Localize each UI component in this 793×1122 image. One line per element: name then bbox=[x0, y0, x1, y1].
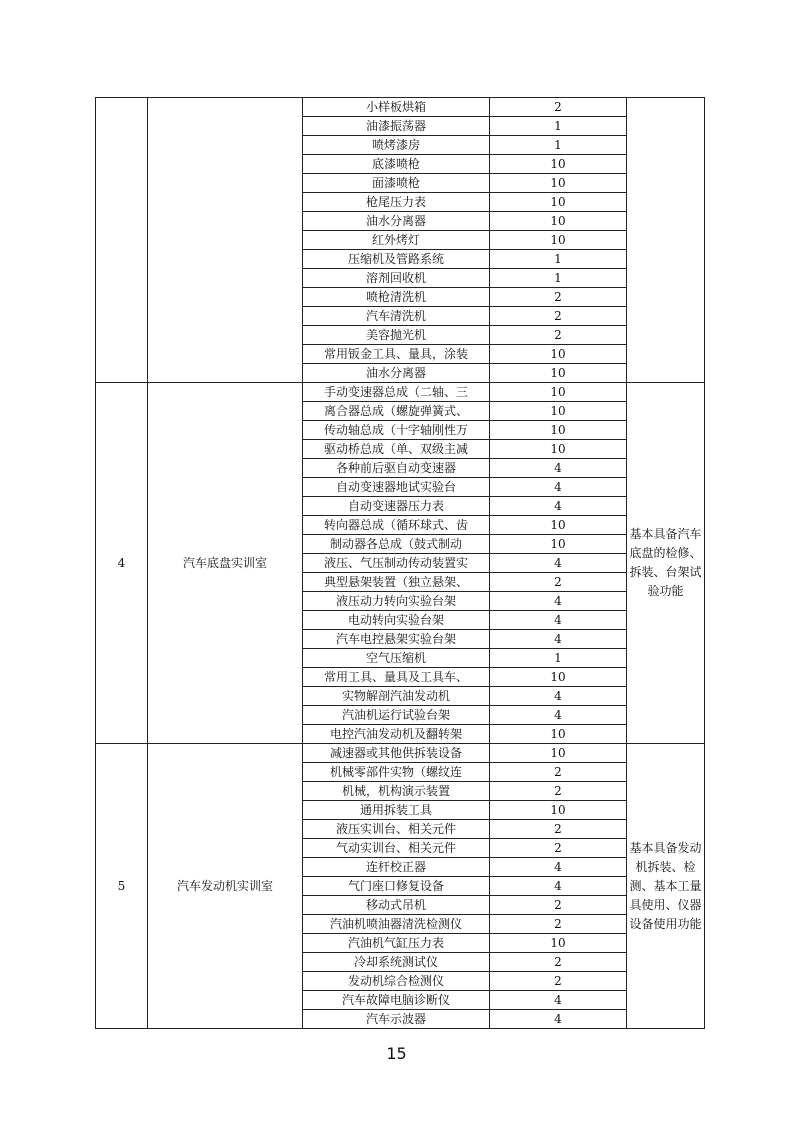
quantity-cell: 2 bbox=[490, 820, 627, 839]
equipment-name-cell: 实物解剖汽油发动机 bbox=[303, 687, 490, 706]
quantity-cell: 4 bbox=[490, 630, 627, 649]
equipment-name-cell: 转向器总成（循环球式、齿 bbox=[303, 516, 490, 535]
quantity-cell: 10 bbox=[490, 402, 627, 421]
equipment-name-cell: 传动轴总成（十字轴刚性万 bbox=[303, 421, 490, 440]
quantity-cell: 10 bbox=[490, 212, 627, 231]
equipment-name-cell: 汽车示波器 bbox=[303, 1010, 490, 1029]
equipment-name-cell: 汽油机喷油器清洗检测仪 bbox=[303, 915, 490, 934]
quantity-cell: 4 bbox=[490, 459, 627, 478]
equipment-name-cell: 喷枪清洗机 bbox=[303, 288, 490, 307]
quantity-cell: 10 bbox=[490, 383, 627, 402]
quantity-cell: 4 bbox=[490, 497, 627, 516]
quantity-cell: 4 bbox=[490, 687, 627, 706]
equipment-name-cell: 自动变速器地试实验台 bbox=[303, 478, 490, 497]
page-number: 15 bbox=[386, 1044, 407, 1063]
equipment-name-cell: 发动机综合检测仪 bbox=[303, 972, 490, 991]
equipment-name-cell: 液压、气压制动传动装置实 bbox=[303, 554, 490, 573]
equipment-name-cell: 驱动桥总成（单、双级主减 bbox=[303, 440, 490, 459]
equipment-name-cell: 油水分离器 bbox=[303, 364, 490, 383]
equipment-name-cell: 减速器或其他供拆装设备 bbox=[303, 744, 490, 763]
quantity-cell: 10 bbox=[490, 364, 627, 383]
equipment-name-cell: 油漆振荡器 bbox=[303, 117, 490, 136]
function-description-cell: 基本具备发动机拆装、检测、基本工量具使用、仪器设备使用功能 bbox=[627, 744, 705, 1029]
quantity-cell: 10 bbox=[490, 193, 627, 212]
quantity-cell: 1 bbox=[490, 136, 627, 155]
quantity-cell: 10 bbox=[490, 421, 627, 440]
equipment-table-body bbox=[96, 98, 705, 1029]
quantity-cell: 1 bbox=[490, 269, 627, 288]
equipment-name-cell: 汽车故障电脑诊断仪 bbox=[303, 991, 490, 1010]
function-description-cell bbox=[627, 98, 705, 383]
quantity-cell: 2 bbox=[490, 763, 627, 782]
equipment-name-cell: 典型悬架装置（独立悬架、 bbox=[303, 573, 490, 592]
quantity-cell: 10 bbox=[490, 535, 627, 554]
equipment-name-cell: 气门座口修复设备 bbox=[303, 877, 490, 896]
quantity-cell: 2 bbox=[490, 953, 627, 972]
equipment-name-cell: 压缩机及管路系统 bbox=[303, 250, 490, 269]
equipment-name-cell: 面漆喷枪 bbox=[303, 174, 490, 193]
equipment-name-cell: 电控汽油发动机及翻转架 bbox=[303, 725, 490, 744]
equipment-name-cell: 机械，机构演示装置 bbox=[303, 782, 490, 801]
quantity-cell: 4 bbox=[490, 592, 627, 611]
quantity-cell: 10 bbox=[490, 516, 627, 535]
quantity-cell: 4 bbox=[490, 877, 627, 896]
equipment-name-cell: 手动变速器总成（二轴、三 bbox=[303, 383, 490, 402]
quantity-cell: 4 bbox=[490, 706, 627, 725]
equipment-name-cell: 汽油机运行试验台架 bbox=[303, 706, 490, 725]
room-name-cell bbox=[148, 98, 303, 383]
equipment-name-cell: 通用拆装工具 bbox=[303, 801, 490, 820]
quantity-cell: 2 bbox=[490, 307, 627, 326]
equipment-name-cell: 气动实训台、相关元件 bbox=[303, 839, 490, 858]
table-row bbox=[96, 383, 705, 402]
quantity-cell: 10 bbox=[490, 801, 627, 820]
room-name-cell: 汽车底盘实训室 bbox=[148, 383, 303, 744]
equipment-name-cell: 油水分离器 bbox=[303, 212, 490, 231]
quantity-cell: 4 bbox=[490, 1010, 627, 1029]
equipment-table bbox=[95, 97, 705, 1029]
equipment-name-cell: 液压实训台、相关元件 bbox=[303, 820, 490, 839]
equipment-name-cell: 冷却系统测试仪 bbox=[303, 953, 490, 972]
table-row bbox=[96, 744, 705, 763]
room-name-cell: 汽车发动机实训室 bbox=[148, 744, 303, 1029]
quantity-cell: 4 bbox=[490, 478, 627, 497]
quantity-cell: 10 bbox=[490, 440, 627, 459]
function-description-cell: 基本具备汽车底盘的检修、拆装、台架试验功能 bbox=[627, 383, 705, 744]
equipment-name-cell: 制动器各总成（鼓式制动 bbox=[303, 535, 490, 554]
equipment-name-cell: 汽车电控悬架实验台架 bbox=[303, 630, 490, 649]
quantity-cell: 4 bbox=[490, 611, 627, 630]
quantity-cell: 1 bbox=[490, 250, 627, 269]
quantity-cell: 10 bbox=[490, 155, 627, 174]
quantity-cell: 2 bbox=[490, 288, 627, 307]
equipment-name-cell: 常用钣金工具、量具，涂装 bbox=[303, 345, 490, 364]
quantity-cell: 2 bbox=[490, 915, 627, 934]
quantity-cell: 1 bbox=[490, 117, 627, 136]
equipment-name-cell: 离合器总成（螺旋弹簧式、 bbox=[303, 402, 490, 421]
quantity-cell: 2 bbox=[490, 573, 627, 592]
quantity-cell: 10 bbox=[490, 934, 627, 953]
equipment-name-cell: 常用工具、量具及工具车、 bbox=[303, 668, 490, 687]
equipment-name-cell: 电动转向实验台架 bbox=[303, 611, 490, 630]
quantity-cell: 4 bbox=[490, 991, 627, 1010]
quantity-cell: 2 bbox=[490, 896, 627, 915]
quantity-cell: 2 bbox=[490, 839, 627, 858]
equipment-name-cell: 各种前后驱自动变速器 bbox=[303, 459, 490, 478]
equipment-name-cell: 小样板烘箱 bbox=[303, 98, 490, 117]
quantity-cell: 1 bbox=[490, 649, 627, 668]
quantity-cell: 10 bbox=[490, 231, 627, 250]
quantity-cell: 10 bbox=[490, 345, 627, 364]
quantity-cell: 2 bbox=[490, 972, 627, 991]
equipment-name-cell: 自动变速器压力表 bbox=[303, 497, 490, 516]
quantity-cell: 10 bbox=[490, 725, 627, 744]
equipment-name-cell: 红外烤灯 bbox=[303, 231, 490, 250]
equipment-name-cell: 枪尾压力表 bbox=[303, 193, 490, 212]
equipment-name-cell: 汽油机气缸压力表 bbox=[303, 934, 490, 953]
equipment-name-cell: 空气压缩机 bbox=[303, 649, 490, 668]
group-number-cell: 4 bbox=[96, 383, 148, 744]
equipment-name-cell: 美容抛光机 bbox=[303, 326, 490, 345]
quantity-cell: 2 bbox=[490, 326, 627, 345]
quantity-cell: 10 bbox=[490, 668, 627, 687]
quantity-cell: 4 bbox=[490, 554, 627, 573]
equipment-name-cell: 汽车清洗机 bbox=[303, 307, 490, 326]
group-number-cell: 5 bbox=[96, 744, 148, 1029]
equipment-name-cell: 机械零部件实物（螺纹连 bbox=[303, 763, 490, 782]
equipment-name-cell: 移动式吊机 bbox=[303, 896, 490, 915]
quantity-cell: 4 bbox=[490, 858, 627, 877]
quantity-cell: 2 bbox=[490, 98, 627, 117]
table-row bbox=[96, 98, 705, 117]
equipment-name-cell: 喷烤漆房 bbox=[303, 136, 490, 155]
quantity-cell: 10 bbox=[490, 174, 627, 193]
quantity-cell: 2 bbox=[490, 782, 627, 801]
equipment-name-cell: 溶剂回收机 bbox=[303, 269, 490, 288]
group-number-cell bbox=[96, 98, 148, 383]
equipment-name-cell: 底漆喷枪 bbox=[303, 155, 490, 174]
quantity-cell: 10 bbox=[490, 744, 627, 763]
equipment-name-cell: 连杆校正器 bbox=[303, 858, 490, 877]
equipment-name-cell: 液压动力转向实验台架 bbox=[303, 592, 490, 611]
